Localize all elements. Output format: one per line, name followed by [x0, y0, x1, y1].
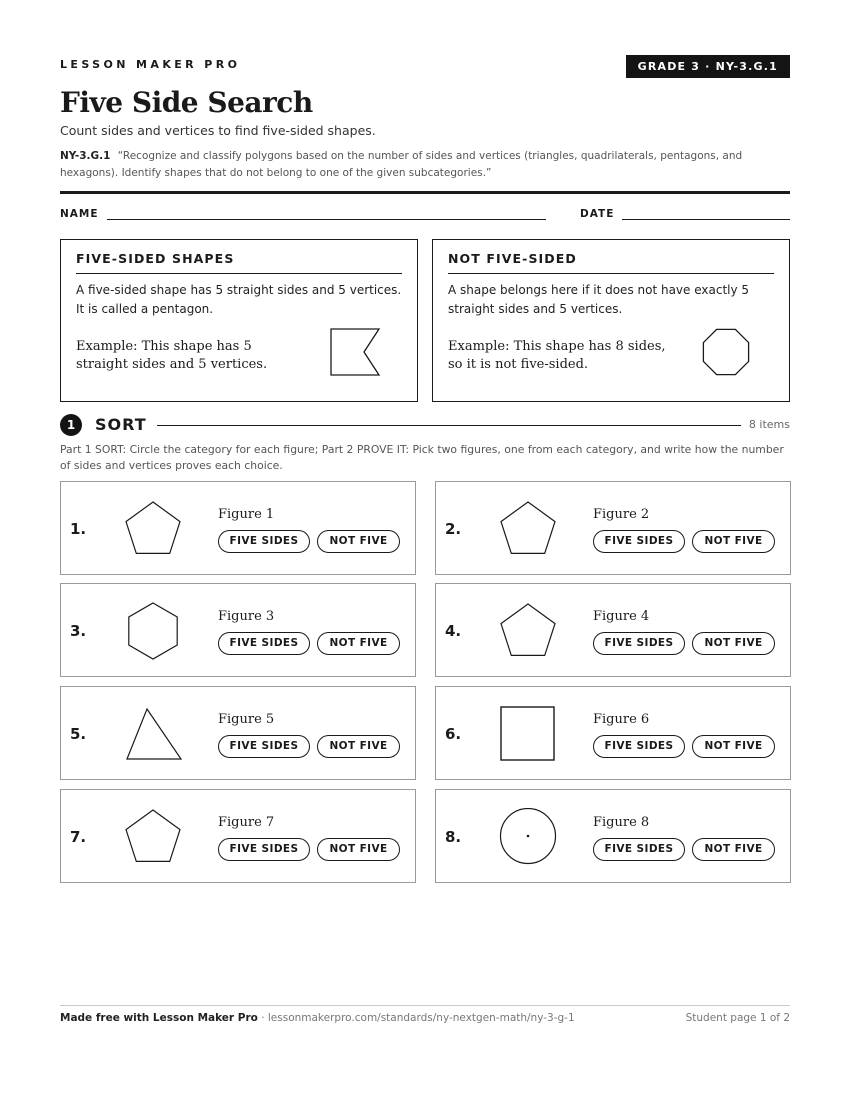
- not-five-choice[interactable]: NOT FIVE: [692, 735, 775, 758]
- page-title: Five Side Search: [60, 86, 313, 119]
- triangle-icon: [121, 705, 185, 763]
- standard-statement: [60, 148, 790, 181]
- name-label: NAME: [60, 208, 99, 220]
- concave-pentagon-icon: [329, 326, 381, 378]
- section-number: 1: [60, 414, 82, 436]
- section-divider: [157, 425, 741, 426]
- not-five-choice[interactable]: NOT FIVE: [317, 530, 400, 553]
- page-indicator: Student page 1 of 2: [685, 1012, 790, 1024]
- footer: [60, 1012, 790, 1024]
- figure-card-3: [60, 583, 416, 677]
- item-count: 8 items: [748, 418, 790, 431]
- octagon-icon: [700, 326, 752, 378]
- grade-badge: GRADE 3 · NY-3.G.1: [626, 55, 790, 78]
- name-field[interactable]: [107, 219, 546, 220]
- five-sides-choice[interactable]: FIVE SIDES: [218, 838, 310, 861]
- figure-number: 1.: [70, 520, 87, 538]
- top-row: [60, 55, 790, 79]
- pentagon-icon: [121, 500, 185, 558]
- figure-number: 2.: [445, 520, 462, 538]
- page-subtitle: Count sides and vertices to find five-sided shapes.: [60, 123, 376, 138]
- figure-number: 5.: [70, 725, 87, 743]
- pentagon-icon: [121, 808, 185, 866]
- figure-label: Figure 1: [218, 507, 275, 522]
- not-five-choice[interactable]: NOT FIVE: [692, 632, 775, 655]
- brand-name: LESSON MAKER PRO: [60, 58, 241, 71]
- five-sides-choice[interactable]: FIVE SIDES: [593, 632, 685, 655]
- figure-card-6: [435, 686, 791, 780]
- pentagon-icon: [496, 602, 560, 660]
- category-heading: NOT FIVE-SIDED: [448, 251, 774, 274]
- standard-text: “Recognize and classify polygons based on the number of sides and vertices (triangles, quadrilaterals, pentagons, and hexagons). Identify shapes that do not belong to one of the given subcategories.”: [60, 150, 743, 179]
- footer-url[interactable]: · lessonmakerpro.com/standards/ny-nextgen-math/ny-3-g-1: [257, 1012, 575, 1024]
- hexagon-icon: [121, 602, 185, 660]
- five-sides-choice[interactable]: FIVE SIDES: [593, 530, 685, 553]
- figure-label: Figure 2: [593, 507, 650, 522]
- not-five-choice[interactable]: NOT FIVE: [692, 838, 775, 861]
- figure-card-2: [435, 481, 791, 575]
- circle-icon: [496, 808, 560, 866]
- figure-label: Figure 8: [593, 815, 650, 830]
- figure-label: Figure 7: [218, 815, 275, 830]
- category-not-five-sided: [432, 239, 790, 402]
- sort-instructions: Part 1 SORT: Circle the category for each figure; Part 2 PROVE IT: Pick two figures, one from each category, and write how the number of sides and vertices proves each choice.: [60, 443, 784, 472]
- figure-card-1: [60, 481, 416, 575]
- five-sides-choice[interactable]: FIVE SIDES: [218, 530, 310, 553]
- figure-label: Figure 5: [218, 712, 275, 727]
- five-sides-choice[interactable]: FIVE SIDES: [593, 838, 685, 861]
- figure-card-5: [60, 686, 416, 780]
- figure-number: 4.: [445, 622, 462, 640]
- five-sides-choice[interactable]: FIVE SIDES: [218, 632, 310, 655]
- category-example: Example: This shape has 8 sides, so it is not five-sided.: [448, 339, 666, 372]
- section-title: SORT: [95, 415, 147, 434]
- footer-divider: [60, 1005, 790, 1006]
- not-five-choice[interactable]: NOT FIVE: [317, 735, 400, 758]
- figure-label: Figure 6: [593, 712, 650, 727]
- header-divider: [60, 191, 790, 194]
- worksheet-page: [60, 0, 790, 1100]
- figure-label: Figure 3: [218, 609, 275, 624]
- not-five-choice[interactable]: NOT FIVE: [317, 632, 400, 655]
- figure-card-7: [60, 789, 416, 883]
- square-icon: [496, 705, 560, 763]
- figure-label: Figure 4: [593, 609, 650, 624]
- footer-made-with: Made free with Lesson Maker Pro: [60, 1012, 258, 1024]
- five-sides-choice[interactable]: FIVE SIDES: [593, 735, 685, 758]
- figure-number: 7.: [70, 828, 87, 846]
- standard-code: NY-3.G.1: [60, 150, 111, 162]
- figure-number: 8.: [445, 828, 462, 846]
- category-description: A shape belongs here if it does not have exactly 5 straight sides and 5 vertices.: [448, 283, 750, 316]
- section-sort-header: [60, 414, 790, 436]
- figure-number: 3.: [70, 622, 87, 640]
- category-five-sided: [60, 239, 418, 402]
- pentagon-icon: [496, 500, 560, 558]
- name-date-row: [60, 207, 790, 221]
- figure-card-8: [435, 789, 791, 883]
- figure-card-4: [435, 583, 791, 677]
- five-sides-choice[interactable]: FIVE SIDES: [218, 735, 310, 758]
- not-five-choice[interactable]: NOT FIVE: [317, 838, 400, 861]
- not-five-choice[interactable]: NOT FIVE: [692, 530, 775, 553]
- category-example: Example: This shape has 5 straight sides and 5 vertices.: [76, 339, 268, 372]
- figure-number: 6.: [445, 725, 462, 743]
- date-label: DATE: [580, 208, 615, 220]
- category-description: A five-sided shape has 5 straight sides and 5 vertices. It is called a pentagon.: [76, 283, 402, 316]
- date-field[interactable]: [622, 219, 790, 220]
- category-heading: FIVE-SIDED SHAPES: [76, 251, 402, 274]
